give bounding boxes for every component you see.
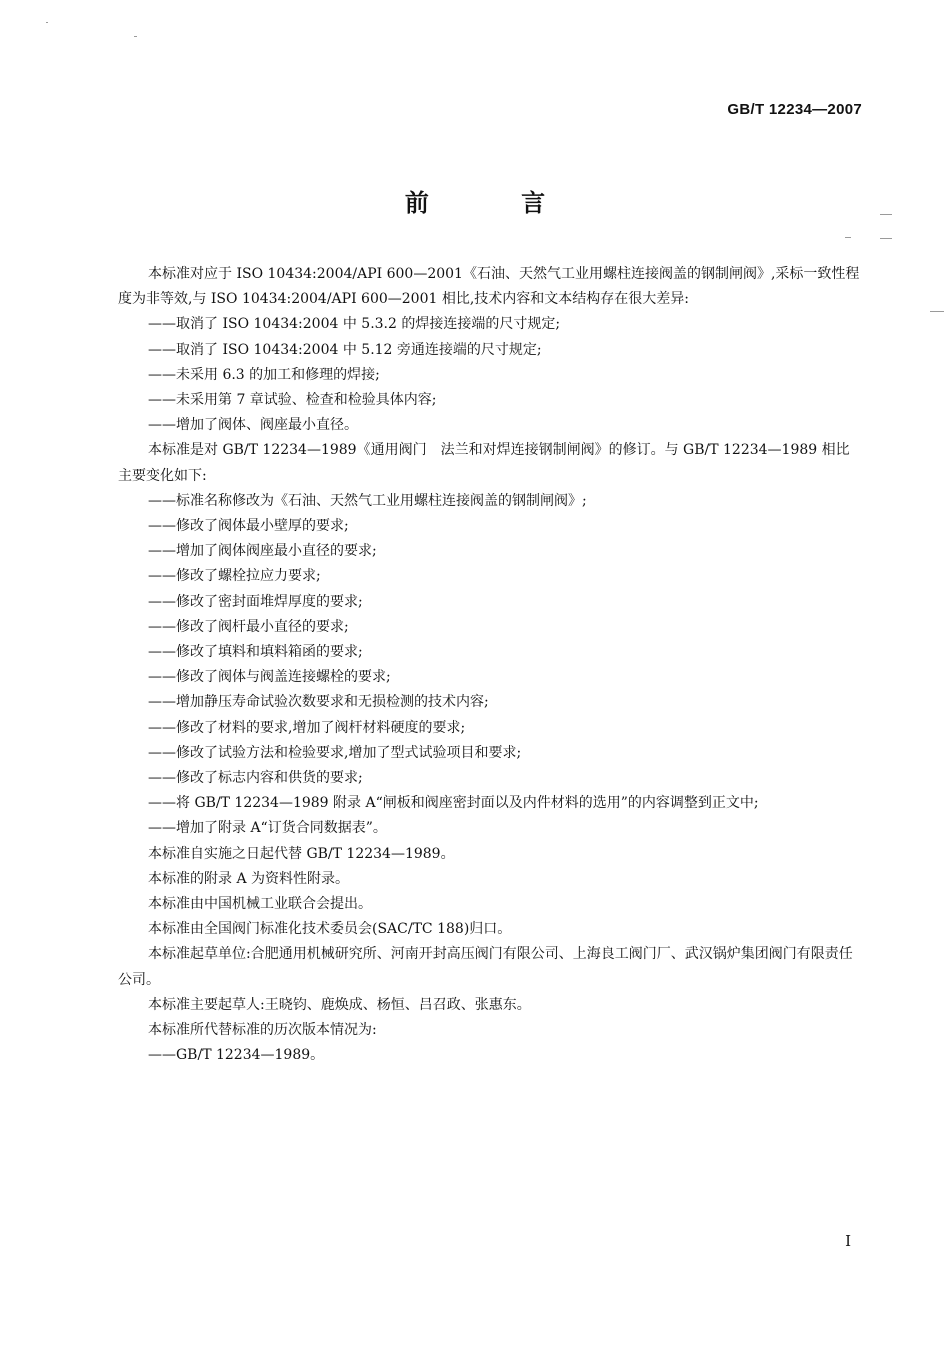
paragraph: ——修改了标志内容和供货的要求; — [148, 770, 363, 787]
paragraph: ——未采用 6.3 的加工和修理的焊接; — [148, 366, 380, 383]
scan-speck — [930, 311, 944, 312]
paragraph: 本标准是对 GB/T 12234—1989《通用阀门 法兰和对焊连接钢制闸阀》的修订。与 GB/T 12234—1989 相比主要变化如下: — [118, 442, 850, 484]
paragraph: ——修改了阀体与阀盖连接螺栓的要求; — [148, 669, 391, 686]
document-body — [118, 262, 862, 1069]
paragraph: ——将 GB/T 12234—1989 附录 A“闸板和阀座密封面以及内件材料的选用”的内容调整到正文中; — [148, 795, 759, 812]
paragraph: 本标准由中国机械工业联合会提出。 — [148, 896, 372, 913]
paragraph: ——取消了 ISO 10434:2004 中 5.3.2 的焊接连接端的尺寸规定; — [148, 316, 561, 333]
paragraph: ——修改了阀体最小壁厚的要求; — [148, 518, 349, 535]
paragraph: ——修改了密封面堆焊厚度的要求; — [148, 593, 363, 610]
scan-speck — [134, 36, 137, 37]
paragraph: ——修改了螺栓拉应力要求; — [148, 568, 321, 585]
scan-speck — [880, 238, 892, 239]
scan-speck — [845, 237, 851, 238]
paragraph: ——标准名称修改为《石油、天然气工业用螺柱连接阀盖的钢制闸阀》; — [148, 492, 587, 509]
paragraph: ——增加了阀体阀座最小直径的要求; — [148, 543, 377, 560]
paragraph: 本标准所代替标准的历次版本情况为: — [148, 1022, 377, 1039]
page-number: I — [845, 1232, 851, 1250]
paragraph: 本标准对应于 ISO 10434:2004/API 600—2001《石油、天然气工业用螺柱连接阀盖的钢制闸阀》,采标一致性程度为非等效,与 ISO 10434:2004/API 600—2001 相比,技术内容和文本结构存在很大差异: — [118, 266, 860, 308]
paragraph: 本标准自实施之日起代替 GB/T 12234—1989。 — [148, 845, 455, 862]
paragraph: ——增加了阀体、阀座最小直径。 — [148, 417, 358, 434]
paragraph: ——修改了填料和填料箱函的要求; — [148, 644, 363, 661]
paragraph: 本标准的附录 A 为资料性附录。 — [148, 870, 350, 887]
paragraph: ——GB/T 12234—1989。 — [148, 1047, 325, 1064]
standard-code: GB/T 12234—2007 — [727, 101, 862, 118]
paragraph: ——修改了材料的要求,增加了阀杆材料硬度的要求; — [148, 719, 466, 736]
paragraph: ——修改了试验方法和检验要求,增加了型式试验项目和要求; — [148, 744, 522, 761]
paragraph: 本标准主要起草人:王晓钧、鹿焕成、杨恒、吕召政、张惠东。 — [148, 996, 531, 1013]
page-title: 前 言 — [404, 189, 588, 217]
scan-speck — [880, 214, 892, 215]
paragraph: ——未采用第 7 章试验、检查和检验具体内容; — [148, 392, 437, 409]
paragraph: 本标准起草单位:合肥通用机械研究所、河南开封高压阀门有限公司、上海良工阀门厂、武汉锅炉集团阀门有限责任公司。 — [118, 946, 853, 988]
paragraph: ——增加静压寿命试验次数要求和无损检测的技术内容; — [148, 694, 489, 711]
paragraph: ——取消了 ISO 10434:2004 中 5.12 旁通连接端的尺寸规定; — [148, 341, 542, 358]
paragraph: ——修改了阀杆最小直径的要求; — [148, 618, 349, 635]
scan-speck — [46, 22, 48, 23]
paragraph: ——增加了附录 A“订货合同数据表”。 — [148, 820, 387, 837]
paragraph: 本标准由全国阀门标准化技术委员会(SAC/TC 188)归口。 — [148, 921, 512, 938]
